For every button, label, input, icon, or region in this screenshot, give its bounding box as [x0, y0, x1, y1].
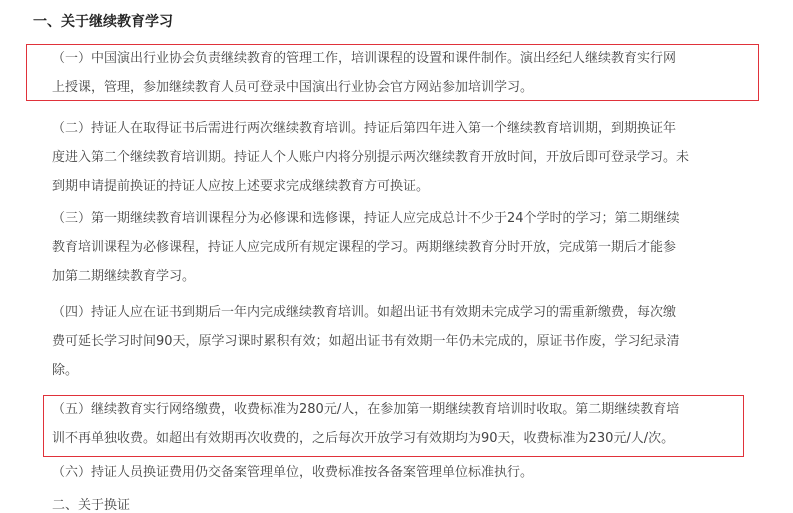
paragraph-line: （五）继续教育实行网络缴费，收费标准为280元/人，在参加第一期继续教育培训时收取。第二期继续教育培	[52, 402, 680, 417]
paragraph-line: 训不再单独收费。如超出有效期再次收费的，之后每次开放学习有效期均为90天，收费标准为230元/人/次。	[52, 431, 675, 446]
paragraph-line: （三）第一期继续教育培训课程分为必修课和选修课，持证人应完成总计不少于24个学时的学习；第二期继续	[52, 211, 680, 226]
paragraph-2	[52, 114, 742, 201]
paragraph-3	[52, 204, 742, 291]
paragraph-line: 加第二期继续教育学习。	[52, 269, 196, 284]
paragraph-line: （二）持证人在取得证书后需进行两次继续教育培训。持证后第四年进入第一个继续教育培训期，到期换证年	[52, 121, 677, 136]
paragraph-1	[52, 44, 742, 102]
section-heading: 一、关于继续教育学习	[33, 14, 173, 30]
paragraph-line: （六）持证人员换证费用仍交备案管理单位，收费标准按各备案管理单位标准执行。	[52, 465, 534, 480]
paragraph-6	[52, 458, 742, 487]
next-section-heading-cutoff: 二、关于换证	[52, 498, 131, 513]
paragraph-line: 上授课，管理，参加继续教育人员可登录中国演出行业协会官方网站参加培训学习。	[52, 80, 534, 95]
paragraph-5	[52, 395, 742, 453]
paragraph-line: （一）中国演出行业协会负责继续教育的管理工作，培训课程的设置和课件制作。演出经纪人继续教育实行网	[52, 51, 677, 66]
paragraph-4	[52, 298, 742, 385]
paragraph-line: 教育培训课程为必修课程，持证人应完成所有规定课程的学习。两期继续教育分时开放，完成第一期后才能参	[52, 240, 677, 255]
paragraph-line: 到期申请提前换证的持证人应按上述要求完成继续教育方可换证。	[52, 179, 430, 194]
paragraph-line: 费可延长学习时间90天，原学习课时累积有效；如超出证书有效期一年仍未完成的，原证书作废，学习纪录清	[52, 334, 680, 349]
paragraph-line: 度进入第二个继续教育培训期。持证人个人账户内将分别提示两次继续教育开放时间，开放后即可登录学习。未	[52, 150, 690, 165]
paragraph-line: 除。	[52, 363, 79, 378]
paragraph-line: （四）持证人应在证书到期后一年内完成继续教育培训。如超出证书有效期未完成学习的需重新缴费，每次缴	[52, 305, 677, 320]
